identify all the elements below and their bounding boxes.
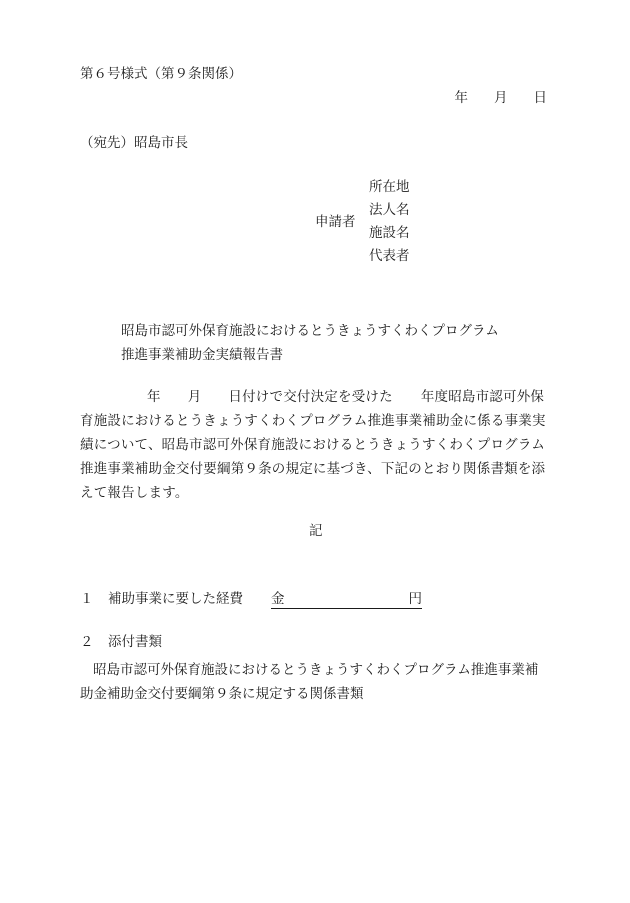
applicant-field-address: 所在地 (369, 179, 410, 195)
body-day-text: 日付けで交付決定を受けた (228, 389, 393, 405)
applicant-field-facility: 施設名 (369, 225, 410, 241)
date-line (455, 92, 548, 106)
addressee: （宛先）昭島市長 (80, 135, 188, 151)
document-title (121, 319, 499, 367)
applicant-field-representative: 代表者 (369, 248, 410, 264)
ki-heading: 記 (309, 523, 323, 539)
applicant-fields (369, 181, 410, 273)
form-number: 第６号様式（第９条関係） (80, 66, 242, 82)
item-attachments (80, 636, 162, 650)
item-attachments-number: ２ (80, 634, 94, 650)
body-paragraph (80, 385, 550, 505)
item-expense-amount-suffix: 円 (408, 591, 422, 607)
document-title-line1: 昭島市認可外保育施設におけるとうきょうすくわくプログラム (121, 323, 499, 339)
applicant-field-corporation: 法人名 (369, 202, 410, 218)
item-expense-number: １ (80, 591, 94, 607)
item-expense-label: 補助事業に要した経費 (108, 591, 243, 607)
document-title-line2: 推進事業補助金実績報告書 (121, 347, 283, 363)
item-expense-amount-field (271, 593, 422, 609)
date-day-label: 日 (533, 90, 547, 106)
body-year-label: 年 (147, 389, 161, 405)
body-main-text: 年度昭島市認可外保育施設におけるとうきょうすくわくプログラム推進事業補助金に係る事業実績について、昭島市認可外保育施設におけるとうきょうすくわくプログラム推進事業補助金交付要綱第９条の規定に基づき、下記のとおり関係書類を添えて報告します。 (80, 389, 546, 501)
date-year-label: 年 (454, 90, 468, 106)
body-month-label: 月 (187, 389, 202, 405)
item-expense-amount-prefix: 金 (271, 591, 285, 607)
date-month-label: 月 (494, 90, 508, 106)
applicant-label: 申請者 (315, 214, 356, 230)
item-expense (80, 593, 422, 609)
item-attachments-description: 昭島市認可外保育施設におけるとうきょうすくわくプログラム推進事業補助金補助金交付要綱第９条に規定する関係書類 (80, 662, 539, 702)
item-attachments-label: 添付書類 (108, 634, 162, 650)
